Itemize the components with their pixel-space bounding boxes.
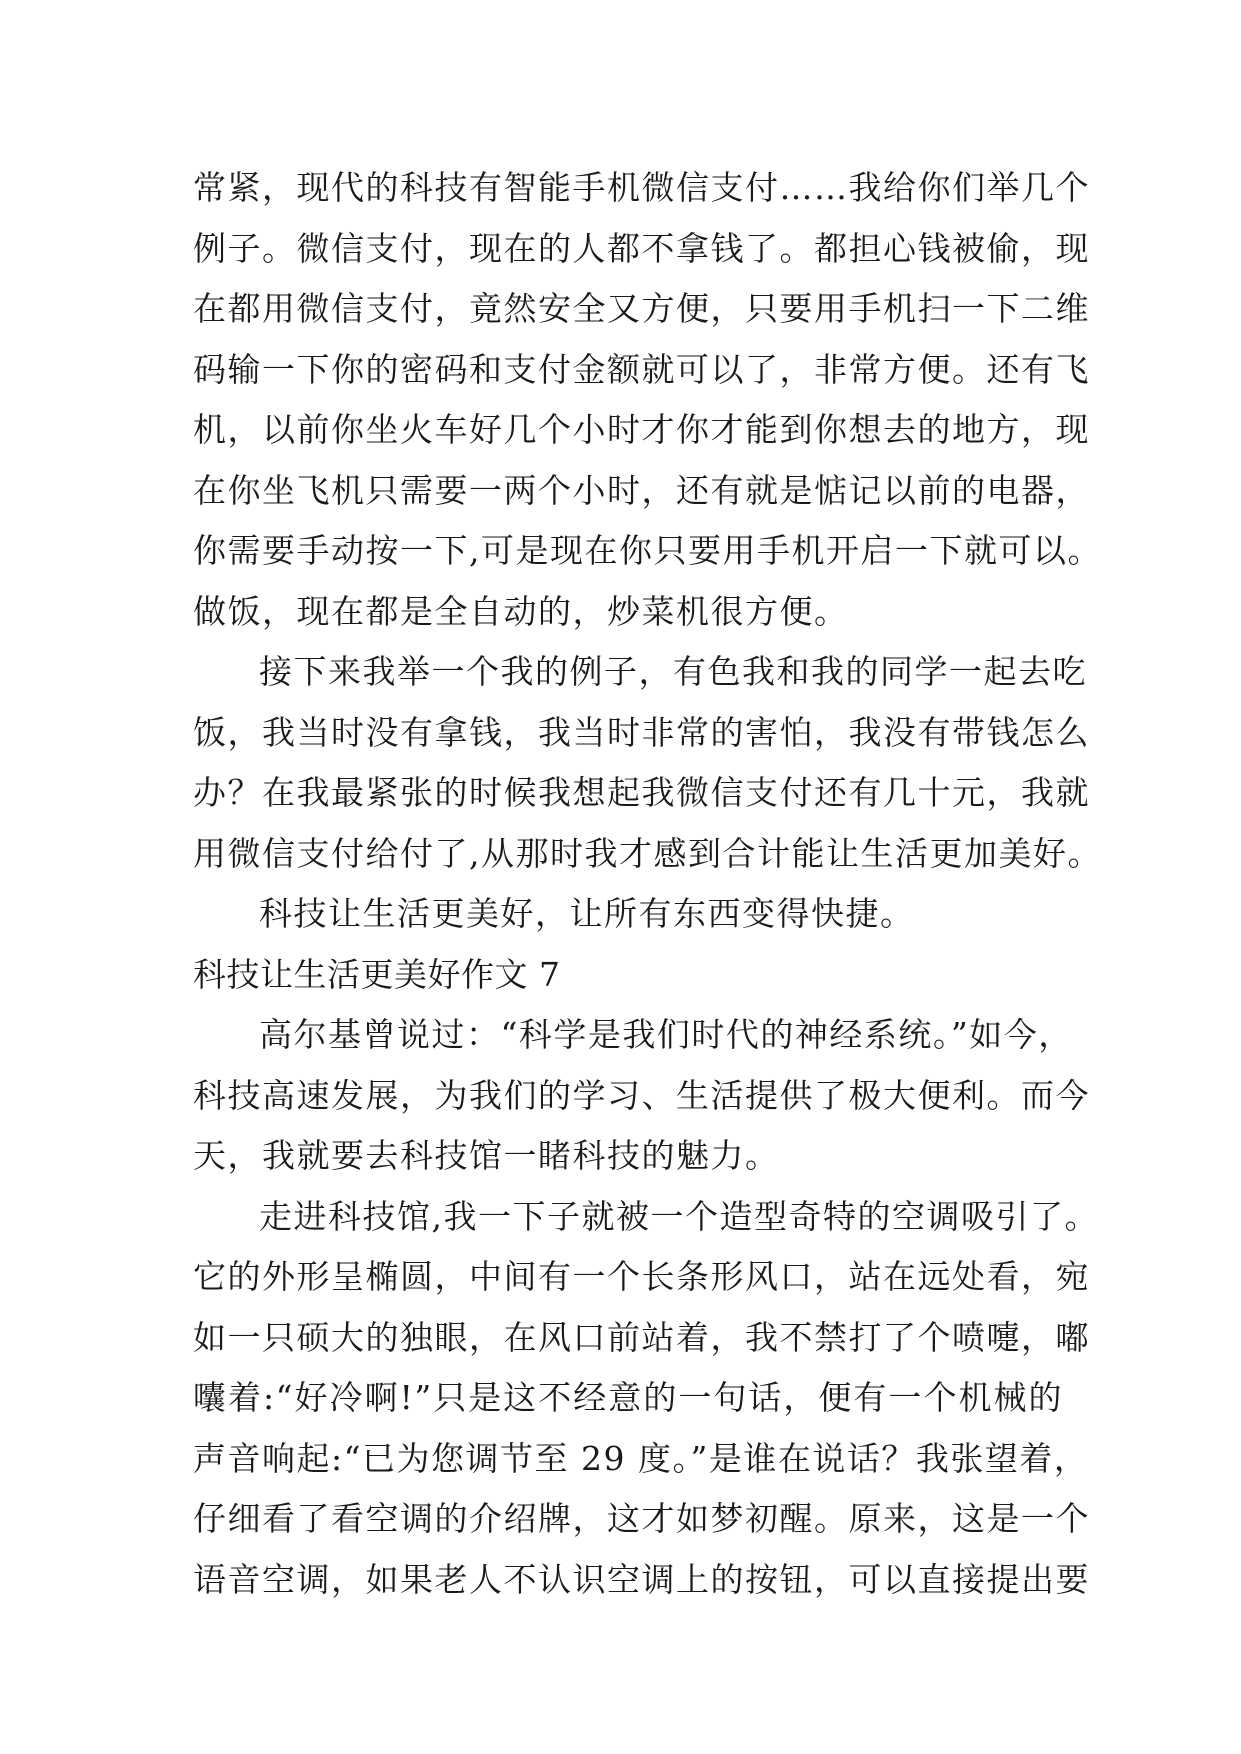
text-line: 在都用微信支付，竟然安全又方便，只要用手机扫一下二维 [193, 289, 1090, 328]
essay-body [193, 158, 1102, 1610]
text-line: 它的外形呈椭圆，中间有一个长条形风口，站在远处看，宛 [193, 1257, 1090, 1296]
text-line: 如一只硕大的独眼，在风口前站着，我不禁打了个喷嚏，嘟 [193, 1317, 1090, 1357]
text-line: 仔细看了看空调的介绍牌，这才如梦初醒。原来，这是一个 [193, 1499, 1090, 1538]
text-line: 码输一下你的密码和支付金额就可以了，非常方便。还有飞 [193, 349, 1090, 389]
text-line: 常紧，现代的科技有智能手机微信支付……我给你们举几个 [193, 168, 1090, 207]
text-line: 天，我就要去科技馆一睹科技的魅力。 [193, 1136, 780, 1175]
text-line: 科技高速发展，为我们的学习、生活提供了极大便利。而今 [193, 1075, 1090, 1115]
text-line: 做饭，现在都是全自动的，炒菜机很方便。 [193, 591, 849, 631]
text-line: 语音空调，如果老人不认识空调上的按钮，可以直接提出要 [193, 1559, 1090, 1599]
text-line: 声音响起:“已为您调节至 29 度。”是谁在说话？我张望着， [193, 1438, 1089, 1478]
text-line: 用微信支付给付了,从那时我才感到合计能让生活更加美好。 [193, 833, 1102, 873]
text-line: 囔着:“好冷啊!”只是这不经意的一句话，便有一个机械的 [193, 1378, 1063, 1417]
section-heading: 科技让生活更美好作文 7 [193, 954, 561, 994]
paragraph-first-line: 走进科技馆,我一下子就被一个造型奇特的空调吸引了。 [259, 1196, 1099, 1236]
text-line: 在你坐飞机只需要一两个小时，还有就是惦记以前的电器， [193, 470, 1090, 510]
text-line: 饭，我当时没有拿钱，我当时非常的害怕，我没有带钱怎么 [193, 712, 1090, 752]
text-line: 办？在我最紧张的时候我想起我微信支付还有几十元，我就 [193, 773, 1090, 812]
text-line: 例子。微信支付，现在的人都不拿钱了。都担心钱被偷，现 [193, 228, 1090, 268]
text-line: 机，以前你坐火车好几个小时才你才能到你想去的地方，现 [193, 410, 1090, 449]
paragraph-first-line: 科技让生活更美好，让所有东西变得快捷。 [259, 894, 915, 933]
paragraph-first-line: 接下来我举一个我的例子，有色我和我的同学一起去吃 [259, 652, 1087, 691]
paragraph-first-line: 高尔基曾说过：“科学是我们时代的神经系统。”如今， [259, 1015, 1073, 1054]
text-line: 你需要手动按一下,可是现在你只要用手机开启一下就可以。 [193, 531, 1102, 570]
